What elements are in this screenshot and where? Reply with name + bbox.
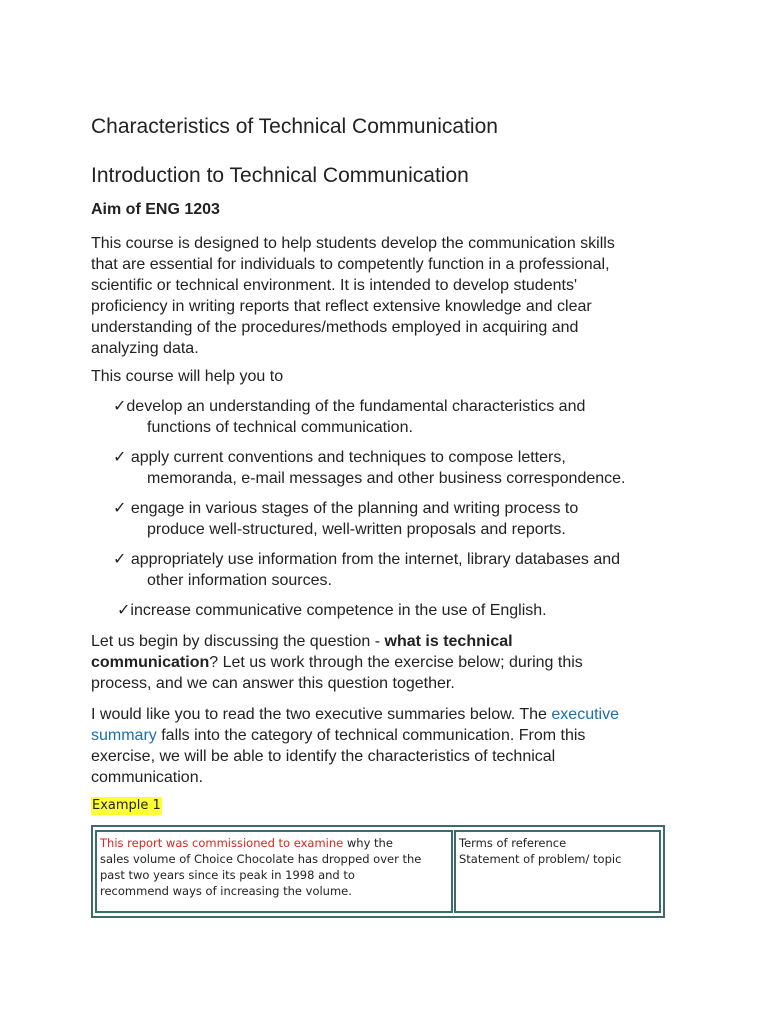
- executive-summary-link[interactable]: summary: [91, 727, 157, 744]
- text-line: understanding of the procedures/methods employed in acquiring and: [91, 319, 579, 336]
- text-line: This course is designed to help students develop the communication skills: [91, 235, 615, 252]
- text-span: why the: [343, 836, 393, 850]
- checkmark-icon: ✓: [113, 500, 127, 517]
- list-item-text: develop an understanding of the fundamental characteristics and: [126, 398, 586, 415]
- example-table: [91, 825, 665, 918]
- text-line: Statement of problem/ topic: [459, 852, 622, 866]
- summary-paragraph: [91, 704, 691, 788]
- text-line: [91, 704, 691, 725]
- bold-text: communication: [91, 654, 210, 671]
- text-line: [91, 725, 691, 746]
- list-item: [113, 396, 673, 438]
- text-span: falls into the category of technical communication. From this: [156, 727, 586, 744]
- text-line: that are essential for individuals to competently function in a professional,: [91, 256, 610, 273]
- text-line: [91, 652, 691, 673]
- example-label: Example 1: [92, 798, 161, 813]
- help-intro: This course will help you to: [91, 368, 284, 385]
- list-item-text: increase communicative competence in the use of English.: [130, 602, 547, 619]
- list-item-text: appropriately use information from the internet, library databases and: [126, 551, 621, 568]
- text-line: Terms of reference: [459, 836, 567, 850]
- text-line: scientific or technical environment. It is intended to develop students': [91, 277, 577, 294]
- list-item: [113, 498, 673, 540]
- text-line: past two years since its peak in 1998 and to: [100, 868, 355, 882]
- text-line: analyzing data.: [91, 340, 199, 357]
- text-line: [100, 835, 448, 851]
- aim-heading: Aim of ENG 1203: [91, 201, 220, 218]
- text-span: ? Let us work through the exercise below; during this: [209, 654, 583, 671]
- checkmark-icon: ✓: [113, 551, 127, 568]
- question-paragraph: [91, 631, 691, 694]
- list-item-text: other information sources.: [147, 572, 332, 589]
- list-item-text: functions of technical communication.: [147, 419, 413, 436]
- text-line: recommend ways of increasing the volume.: [100, 884, 352, 898]
- text-line: [91, 631, 691, 652]
- list-item-text: memoranda, e-mail messages and other business correspondence.: [147, 470, 626, 487]
- text-line: communication.: [91, 769, 204, 786]
- page-title: Characteristics of Technical Communication: [91, 115, 498, 138]
- table-cell-annotation: [454, 830, 661, 913]
- checkmark-icon: ✓: [113, 398, 127, 415]
- list-item-text: produce well-structured, well-written proposals and reports.: [147, 521, 566, 538]
- list-item-text: apply current conventions and techniques to compose letters,: [126, 449, 566, 466]
- intro-paragraph: [91, 233, 691, 359]
- table-cell-summary: [95, 830, 453, 913]
- checkmark-icon: ✓: [113, 449, 127, 466]
- text-span: Let us begin by discussing the question -: [91, 633, 385, 650]
- text-line: process, and we can answer this question together.: [91, 675, 455, 692]
- list-item: [117, 600, 677, 621]
- text-span: I would like you to read the two executive summaries below. The: [91, 706, 552, 723]
- list-item-text: engage in various stages of the planning and writing process to: [126, 500, 579, 517]
- section-heading: Introduction to Technical Communication: [91, 164, 469, 187]
- text-line: sales volume of Choice Chocolate has dropped over the: [100, 852, 422, 866]
- checkmark-icon: ✓: [117, 602, 131, 619]
- text-line: proficiency in writing reports that reflect extensive knowledge and clear: [91, 298, 592, 315]
- highlighted-text: This report was commissioned to examine: [100, 836, 344, 850]
- list-item: [113, 447, 673, 489]
- list-item: [113, 549, 673, 591]
- bold-text: what is technical: [384, 633, 513, 650]
- text-line: exercise, we will be able to identify the characteristics of technical: [91, 748, 556, 765]
- executive-summary-link[interactable]: executive: [551, 706, 619, 723]
